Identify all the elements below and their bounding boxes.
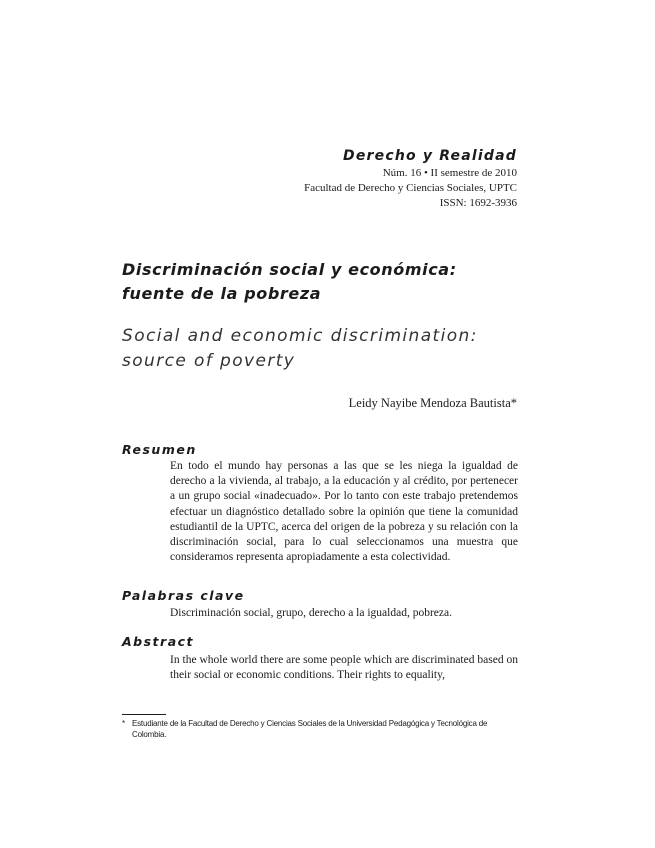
article-title-spanish: Discriminación social y económica: fuente de la pobreza xyxy=(122,260,457,303)
abstract-heading: Abstract xyxy=(122,634,195,649)
article-title-english: Social and economic discrimination: source of poverty xyxy=(122,326,478,371)
footnote-text: Estudiante de la Facultad de Derecho y Ciencias Sociales de la Universidad Pedagógica y Tecnológica de Colombia. xyxy=(132,719,488,739)
footnote xyxy=(122,718,522,740)
footnote-divider xyxy=(122,714,166,715)
footnote-mark: * xyxy=(122,719,125,728)
resumen-text: En todo el mundo hay personas a las que se les niega la igualdad de derecho a la vivienda, al trabajo, a la educación y al crédito, por pertenecer a un grupo social «inadecuado». Por lo tanto con este trabajo pretendemos efectuar un diagnóstico detallado sobre la opinión que tiene la comunidad estudiantil de la UPTC, acerca del origen de la pobreza y su relación con la discriminación social, para lo cual seleccionamos una muestra que consideramos representa apropiadamente a esta colectividad. xyxy=(170,460,518,564)
journal-issn: ISSN: 1692-3936 xyxy=(439,197,517,209)
article-author: Leidy Nayibe Mendoza Bautista* xyxy=(348,396,517,410)
palabras-clave-text: Discriminación social, grupo, derecho a la igualdad, pobreza. xyxy=(170,607,452,619)
journal-faculty: Facultad de Derecho y Ciencias Sociales, UPTC xyxy=(304,182,517,194)
journal-header xyxy=(304,148,517,211)
abstract-text: In the whole world there are some people which are discriminated based on their social or economic conditions. Their rights to equality, xyxy=(170,654,518,682)
journal-name: Derecho y Realidad xyxy=(343,148,517,164)
journal-issue: Núm. 16 • II semestre de 2010 xyxy=(382,167,517,179)
resumen-heading: Resumen xyxy=(122,442,197,457)
palabras-clave-heading: Palabras clave xyxy=(122,588,245,603)
